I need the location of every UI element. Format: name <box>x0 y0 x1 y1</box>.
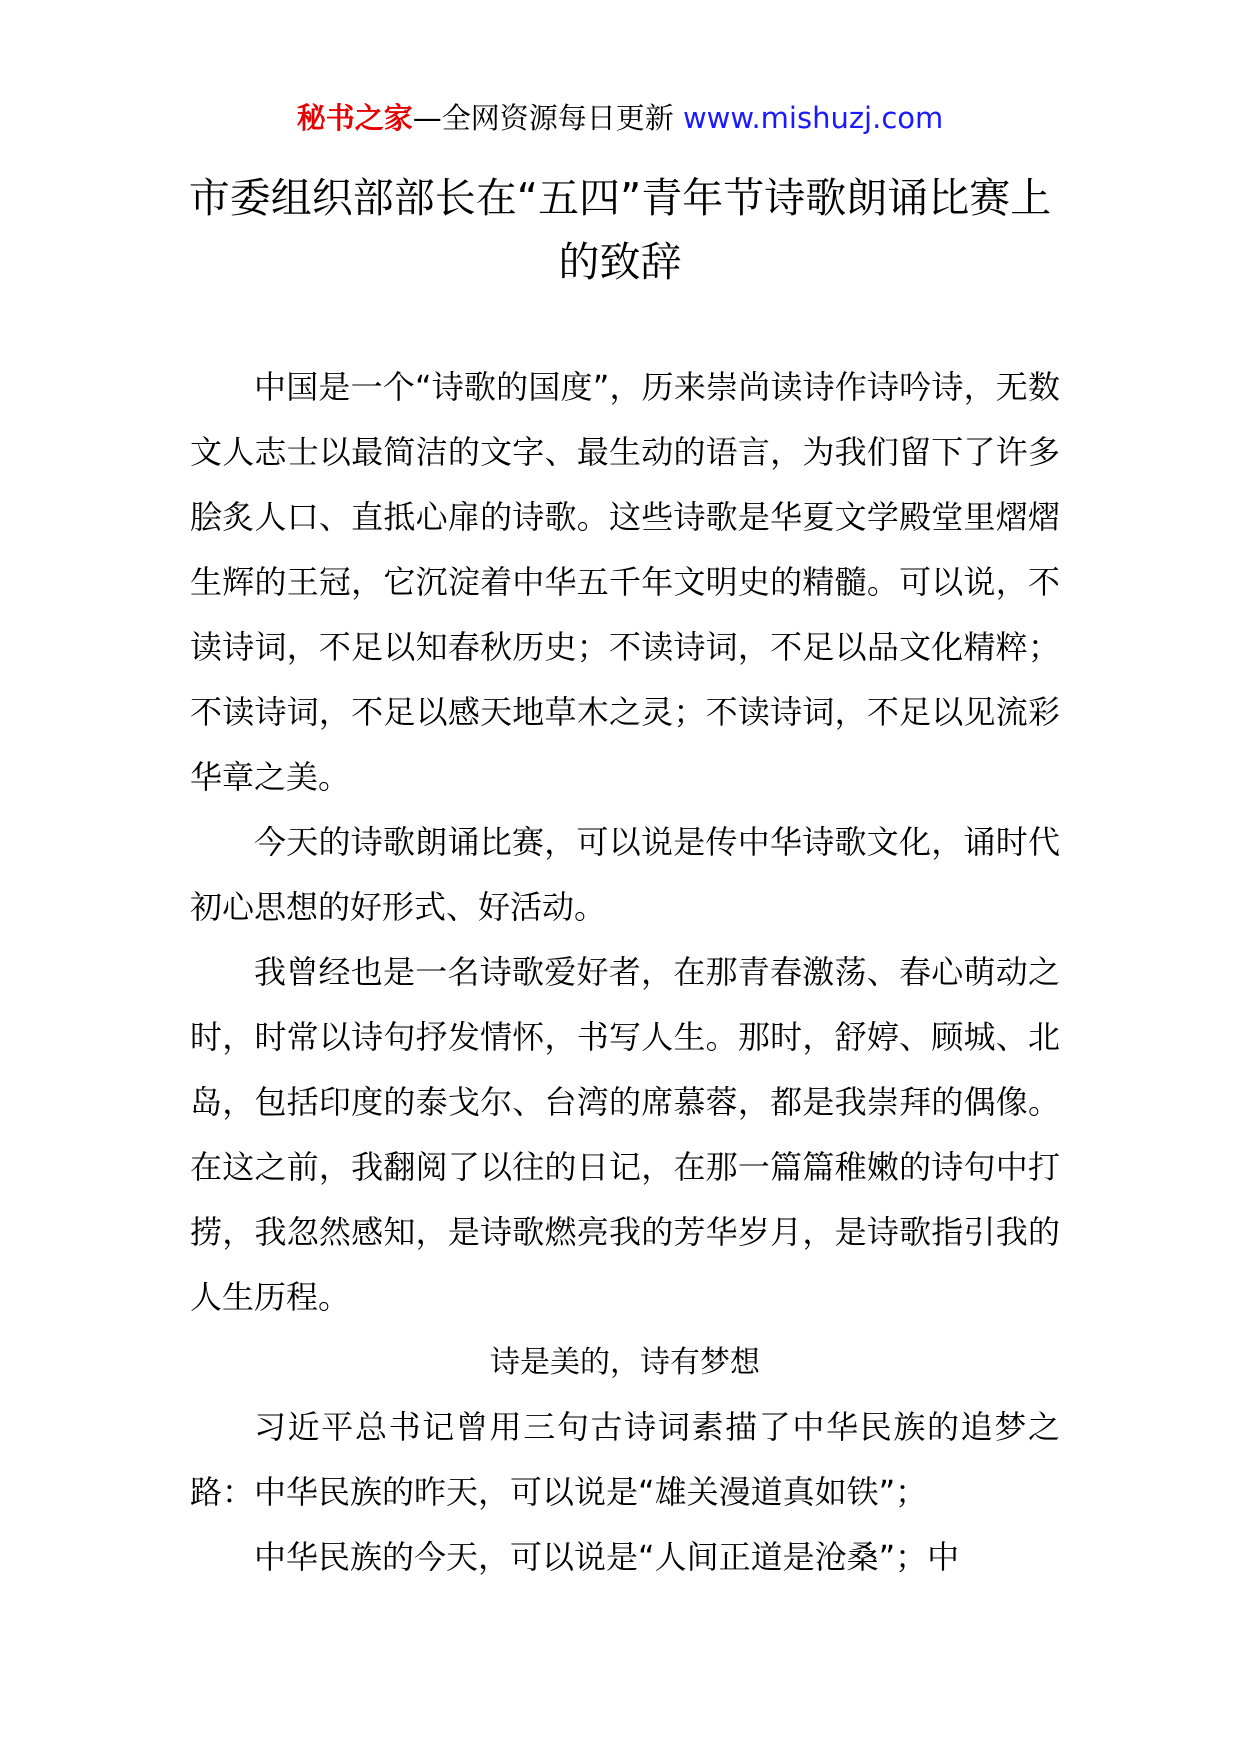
paragraph: 中国是一个“诗歌的国度”，历来崇尚读诗作诗吟诗，无数文人志士以最简洁的文字、最生动的语言，为我们留下了许多脍炙人口、直抵心扉的诗歌。这些诗歌是华夏文学殿堂里熠熠生辉的王冠，它沉淀着中华五千年文明史的精髓。可以说，不读诗词，不足以知春秋历史；不读诗词，不足以品文化精粹；不读诗词，不足以感天地草木之灵；不读诗词，不足以见流彩华章之美。 <box>190 368 1060 796</box>
paragraph: 今天的诗歌朗诵比赛，可以说是传中华诗歌文化，诵时代初心思想的好形式、好活动。 <box>190 823 1060 926</box>
site-url-link[interactable]: www.mishuzj.com <box>682 101 944 135</box>
site-header <box>0 98 1240 138</box>
site-tagline: —全网资源每日更新 <box>412 101 683 135</box>
site-brand: 秘书之家 <box>296 101 413 135</box>
document-title: 市委组织部部长在“五四”青年节诗歌朗诵比赛上的致辞 <box>188 174 1052 286</box>
document-body <box>190 355 1060 1590</box>
paragraph: 我曾经也是一名诗歌爱好者，在那青春激荡、春心萌动之时，时常以诗句抒发情怀，书写人生。那时，舒婷、顾城、北岛，包括印度的泰戈尔、台湾的席慕蓉，都是我崇拜的偶像。在这之前，我翻阅了以往的日记，在那一篇篇稚嫩的诗句中打捞，我忽然感知，是诗歌燃亮我的芳华岁月，是诗歌指引我的人生历程。 <box>190 953 1060 1316</box>
paragraph: 习近平总书记曾用三句古诗词素描了中华民族的追梦之路：中华民族的昨天，可以说是“雄关漫道真如铁”； <box>190 1408 1060 1511</box>
paragraph: 中华民族的今天，可以说是“人间正道是沧桑”；中 <box>254 1538 960 1576</box>
section-subheading: 诗是美的，诗有梦想 <box>490 1345 760 1380</box>
